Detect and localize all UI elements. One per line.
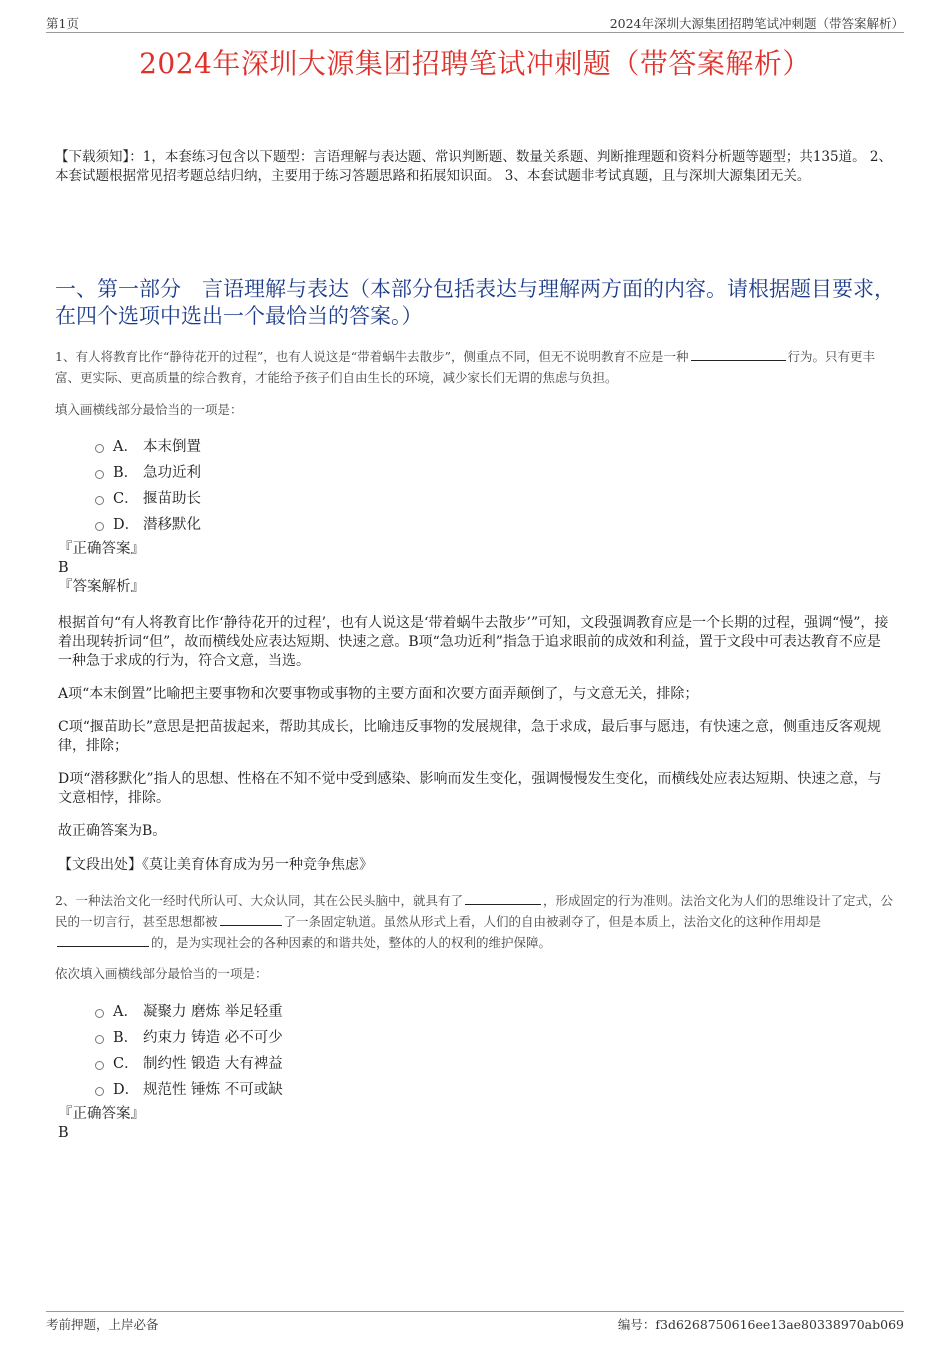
answer-value: B — [58, 1125, 69, 1141]
header-doc-title: 2024年深圳大源集团招聘笔试冲刺题（带答案解析） — [609, 16, 904, 31]
option-d[interactable]: D． 规范性 锤炼 不可或缺 — [95, 1075, 283, 1101]
download-notice: 【下载须知】：1，本套练习包含以下题型：言语理解与表达题、常识判断题、数量关系题、判断推理题和资料分析题等题型；共135道。 2、本套试题根据常见招考题总结归纳，主要用于练习答题思路和拓展知识面。 3、本套试题非考试真题，且与深圳大源集团无关。 — [55, 149, 892, 184]
fill-blank — [57, 934, 149, 947]
question-2-answer-block — [58, 1105, 145, 1143]
question-2-options — [95, 997, 283, 1101]
question-1-prompt: 填入画横线部分最恰当的一项是： — [55, 402, 243, 417]
radio-icon[interactable] — [95, 1009, 104, 1018]
document-id: 编号：f3d6268750616ee13ae80338970ab069 — [617, 1317, 904, 1332]
section-heading: 一、第一部分 言语理解与表达（本部分包括表达与理解两方面的内容。请根据题目要求，在四个选项中选出一个最恰当的答案。） — [55, 277, 895, 328]
analysis-paragraph-1: 根据首句“有人将教育比作‘静待花开的过程’，也有人说这是‘带着蜗牛去散步’”可知，文段强调教育应是一个长期的过程，强调“慢”，接着出现转折词“但”，故而横线处应表达短期、快速之意。B项“急功近利”指急于追求眼前的成效和利益，置于文段中可表达教育不应是一种急于求成的行为，符合文意，当选。 — [58, 615, 889, 669]
radio-icon[interactable] — [95, 470, 104, 479]
radio-icon[interactable] — [95, 444, 104, 453]
document-title: 2024年深圳大源集团招聘笔试冲刺题（带答案解析） — [139, 47, 811, 80]
radio-icon[interactable] — [95, 1035, 104, 1044]
option-c[interactable]: C． 制约性 锻造 大有裨益 — [95, 1049, 283, 1075]
question-2-text: 2、一种法治文化一经时代所认可、大众认同，其在公民头脑中，就具有了 ，形成固定的行为准则。法治文化为人们的思维设计了定式，公民的一切言行，甚至思想都被 了一条固定轨道。虽然从形式上看，人们的自由被剥夺了，但是本质上，法治文化的这种作用却是的，是为实现社会的各种因素的和谐共处，整体的人的权利的维护保障。 — [55, 893, 893, 950]
radio-icon[interactable] — [95, 1061, 104, 1070]
question-1-text-a: 1、有人将教育比作“静待花开的过程”，也有人说这是“带着蜗牛去散步”，侧重点不同，但无不说明教育不应是一种 — [55, 349, 689, 364]
option-a[interactable]: A． 凝聚力 磨炼 举足轻重 — [95, 997, 283, 1023]
analysis-label: 『答案解析』 — [58, 579, 145, 595]
question-1-options — [95, 432, 201, 536]
option-b[interactable]: B． 急功近利 — [95, 458, 201, 484]
footer-slogan: 考前押题，上岸必备 — [46, 1317, 159, 1332]
option-b[interactable]: B． 约束力 铸造 必不可少 — [95, 1023, 283, 1049]
radio-icon[interactable] — [95, 1087, 104, 1096]
question-2-prompt: 依次填入画横线部分最恰当的一项是： — [55, 966, 268, 981]
fill-blank — [465, 892, 541, 905]
page-footer — [46, 1311, 904, 1333]
fill-blank — [691, 348, 786, 361]
source-citation: 【文段出处】《莫让美育体育成为另一种竞争焦虑》 — [58, 857, 373, 873]
answer-value: B — [58, 560, 69, 576]
analysis-paragraph-5: 故正确答案为B。 — [58, 823, 167, 839]
option-c[interactable]: C． 揠苗助长 — [95, 484, 201, 510]
analysis-paragraph-3: C项“揠苗助长”意思是把苗拔起来，帮助其成长，比喻违反事物的发展规律，急于求成，最后事与愿违，有快速之意，侧重违反客观规律，排除； — [58, 719, 882, 754]
question-1-text-b: 行为。只有更丰富、更实际、更高质量的综合教育，才能给予孩子们自由生长的环境，减少家长们无谓的焦虑与负担。 — [55, 349, 876, 385]
question-1-answer-block — [58, 540, 145, 597]
option-d[interactable]: D． 潜移默化 — [95, 510, 201, 536]
analysis-paragraph-4: D项“潜移默化”指人的思想、性格在不知不觉中受到感染、影响而发生变化，强调慢慢发生变化，而横线处应表达短期、快速之意，与文意相悖，排除。 — [58, 771, 882, 806]
page-number: 第1页 — [46, 16, 79, 31]
option-a[interactable]: A． 本末倒置 — [95, 432, 201, 458]
radio-icon[interactable] — [95, 496, 104, 505]
question-1-text — [55, 346, 900, 388]
answer-label: 『正确答案』 — [58, 541, 145, 557]
answer-label: 『正确答案』 — [58, 1106, 145, 1122]
fill-blank — [220, 913, 282, 926]
radio-icon[interactable] — [95, 522, 104, 531]
analysis-paragraph-2: A项“本末倒置”比喻把主要事物和次要事物或事物的主要方面和次要方面弄颠倒了，与文意无关，排除； — [58, 686, 699, 702]
page-header — [46, 14, 904, 33]
